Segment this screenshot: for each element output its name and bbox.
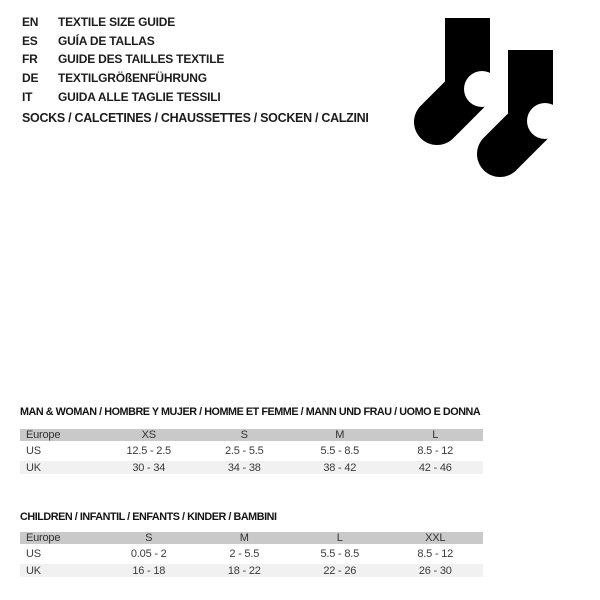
guide-title-fr: GUIDE DES TAILLES TEXTILE	[58, 52, 225, 67]
guide-title-it: GUIDA ALLE TAGLIE TESSILI	[58, 89, 221, 104]
row-label-uk: UK	[26, 461, 41, 474]
table-row-uk	[20, 461, 483, 474]
size-table-children	[20, 532, 483, 577]
table-row-us	[20, 441, 483, 461]
size-value: 5.5 - 8.5	[320, 445, 360, 457]
size-value: 8.5 - 12	[417, 548, 454, 560]
guide-title-en: TEXTILE SIZE GUIDE	[58, 15, 176, 30]
size-value: 18 - 22	[227, 564, 261, 577]
language-row-fr	[22, 50, 224, 69]
size-value: 34 - 38	[227, 461, 261, 474]
guide-title-es: GUÍA DE TALLAS	[58, 33, 155, 48]
size-value: 22 - 26	[323, 564, 357, 577]
size-value: 5.5 - 8.5	[320, 548, 360, 560]
size-table-man-woman	[20, 429, 483, 474]
size-value: 0.05 - 2	[130, 548, 167, 560]
column-header-region: Europe	[26, 429, 61, 441]
table-header-row	[20, 429, 483, 441]
language-row-it	[22, 87, 224, 106]
column-header-m: M	[335, 429, 345, 441]
table-row-uk	[20, 564, 483, 577]
size-value: 2 - 5.5	[229, 548, 260, 560]
product-category-line: SOCKS / CALCETINES / CHAUSSETTES / SOCKEN / CALZINI	[22, 111, 369, 125]
language-code-en: EN	[22, 15, 39, 30]
column-header-l: L	[432, 429, 439, 441]
table-title-children: CHILDREN / INFANTIL / ENFANTS / KINDER / BAMBINI	[20, 511, 277, 523]
table-title-man-woman: MAN & WOMAN / HOMBRE Y MUJER / HOMME ET FEMME / MANN UND FRAU / UOMO E DONNA	[20, 406, 481, 418]
language-title-list	[22, 13, 224, 106]
column-header-s: S	[240, 429, 248, 441]
table-row-us	[20, 544, 483, 564]
size-value: 30 - 34	[132, 461, 166, 474]
language-code-de: DE	[22, 71, 39, 86]
size-value: 8.5 - 12	[417, 445, 454, 457]
size-value: 42 - 46	[418, 461, 452, 474]
language-code-es: ES	[22, 33, 38, 48]
language-row-en	[22, 13, 224, 32]
column-header-region: Europe	[26, 532, 61, 544]
language-row-es	[22, 32, 224, 51]
column-header-s: S	[145, 532, 153, 544]
table-header-row	[20, 532, 483, 544]
language-row-de	[22, 69, 224, 88]
row-label-us: US	[26, 445, 41, 457]
column-header-l: L	[336, 532, 343, 544]
guide-title-de: TEXTILGRÖßENFÜHRUNG	[58, 71, 207, 86]
socks-icon	[400, 10, 580, 185]
column-header-m: M	[239, 532, 249, 544]
size-value: 12.5 - 2.5	[126, 445, 171, 457]
size-value: 26 - 30	[418, 564, 452, 577]
row-label-uk: UK	[26, 564, 41, 577]
column-header-xs: XS	[141, 429, 156, 441]
language-code-it: IT	[22, 89, 33, 104]
language-code-fr: FR	[22, 52, 38, 67]
column-header-xxl: XXL	[425, 532, 446, 544]
size-value: 2.5 - 5.5	[224, 445, 264, 457]
size-value: 16 - 18	[132, 564, 166, 577]
row-label-us: US	[26, 548, 41, 560]
size-value: 38 - 42	[323, 461, 357, 474]
